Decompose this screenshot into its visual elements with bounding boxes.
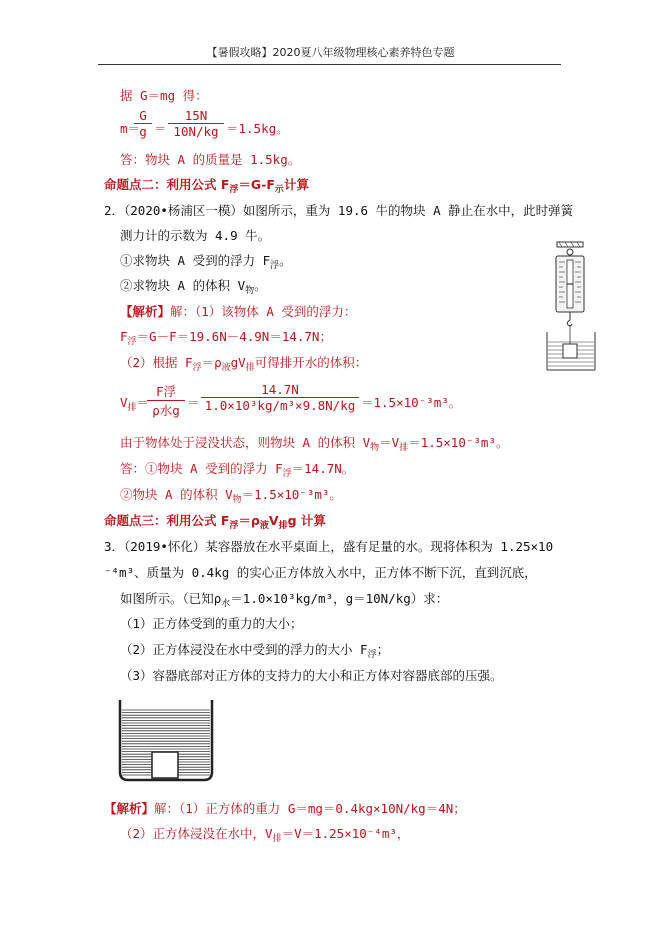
question-2-line-2: 测力计的示数为 4.9 牛。 xyxy=(120,228,271,243)
eq-text: gV xyxy=(230,355,246,370)
heading-subscript: 排 xyxy=(278,521,288,531)
eq-text: （2）正方体浸没在水中，V xyxy=(120,826,273,841)
section-heading-2 xyxy=(104,175,309,195)
item-text: ①求物块 A 受到的浮力 F xyxy=(120,253,271,268)
equals-sign: ＝ xyxy=(187,395,200,410)
heading-text: 计算 xyxy=(283,177,309,192)
container-figure xyxy=(118,700,214,782)
eq-subscript: 物 xyxy=(232,495,242,505)
question-3-line-1: 3．（2019•怀化）某容器放在水平桌面上，盛有足量的水。现将体积为 1.25×10 xyxy=(104,539,554,554)
analysis-line-1 xyxy=(120,302,356,320)
eq-text: ＝ρ xyxy=(201,355,222,370)
buoyancy-equation xyxy=(120,327,332,347)
heading-text: V xyxy=(268,513,279,528)
item-text: 。 xyxy=(279,253,292,268)
question-2-item-1 xyxy=(120,251,292,271)
question-2-line-1: 2．（2020•杨浦区一模）如图所示，重为 19.6 牛的物块 A 静止在水中，此时弹簧 xyxy=(104,203,574,218)
question-3-line-3 xyxy=(120,589,448,609)
heading-subscript: 示 xyxy=(274,185,284,195)
page-header: 【暑假攻略】2020夏八年级物理核心素养特色专题 xyxy=(206,46,455,59)
item-subscript: 浮 xyxy=(270,261,280,271)
analysis-line-q3-1 xyxy=(104,799,466,817)
item-subscript: 物 xyxy=(245,286,255,296)
eq-text: ②物块 A 的体积 V xyxy=(120,487,233,502)
item-text: ②求物块 A 的体积 V xyxy=(120,278,246,293)
eq-subscript: 物 xyxy=(370,443,380,453)
question-3-line-2: ⁻⁴m³、质量为 0.4kg 的实心正方体放入水中，正方体不断下沉，直到沉底， xyxy=(104,565,537,580)
answer-line-2 xyxy=(120,485,342,505)
solution-line: 据 G＝mg 得： xyxy=(120,88,208,103)
heading-text: 命题点二：利用公式 F xyxy=(104,177,230,192)
eq-text: ＝V＝1.25×10⁻⁴m³， xyxy=(281,826,410,841)
fraction-denominator: 1.0×10³kg/m³×9.8N/kg xyxy=(201,397,359,413)
heading-text: ＝G-F xyxy=(238,177,275,192)
eq-subscript: 排 xyxy=(399,443,409,453)
eq-text: ＝V xyxy=(379,435,400,450)
eq-text: ＝1.5×10⁻³m³。 xyxy=(241,487,342,502)
heading-subscript: 浮 xyxy=(229,185,239,195)
eq-text: 可得排开水的体积： xyxy=(254,355,368,370)
eq-text: ＝ xyxy=(136,395,150,410)
eq-subscript: 浮 xyxy=(127,337,137,347)
analysis-label: 【解析】 xyxy=(120,304,171,319)
analysis-label: 【解析】 xyxy=(104,801,155,816)
heading-subscript: 浮 xyxy=(229,521,239,531)
mass-equation-lhs: m＝ xyxy=(120,121,141,136)
equals-sign: ＝ xyxy=(154,121,167,136)
fraction-numerator: F浮 xyxy=(155,384,177,399)
fraction-numeric xyxy=(201,382,359,413)
section-heading-3 xyxy=(104,511,326,531)
item-text: 。 xyxy=(254,278,267,293)
eq-text: （2）根据 F xyxy=(120,355,193,370)
block-a xyxy=(563,344,577,358)
ceiling-mount xyxy=(557,242,583,247)
question-3-item-1: （1）正方体受到的重力的大小； xyxy=(120,616,303,631)
hook-ring xyxy=(567,249,573,255)
eq-subscript: 排 xyxy=(245,363,255,373)
eq-subscript: 排 xyxy=(272,834,282,844)
heading-subscript: 液 xyxy=(259,521,269,531)
question-2-item-2 xyxy=(120,276,267,296)
volume-result: ＝1.5×10⁻³m³。 xyxy=(361,395,462,410)
header-rule xyxy=(98,64,561,65)
q-subscript: 水 xyxy=(221,599,231,609)
fraction-15n-over-10nkg xyxy=(168,108,224,139)
fraction-denominator: g xyxy=(134,123,152,139)
analysis-text: 解：（1）该物体 A 受到的浮力： xyxy=(170,304,357,319)
q-text: ＝1.0×10³kg/m³，g＝10N/kg）求： xyxy=(230,591,449,606)
eq-text: ＝G－F＝19.6N－4.9N＝14.7N； xyxy=(136,329,332,344)
question-3-item-2 xyxy=(120,640,389,660)
analysis-line-q3-2 xyxy=(120,824,409,844)
volume-equation-lhs xyxy=(120,393,149,413)
heading-text: ＝ρ xyxy=(238,513,260,528)
eq-text: V xyxy=(120,395,128,410)
eq-text: 由于物体处于浸没状态，则物块 A 的体积 V xyxy=(120,435,371,450)
spring-scale-figure xyxy=(545,240,597,372)
answer-line-1 xyxy=(120,459,354,479)
eq-subscript: 浮 xyxy=(192,363,202,373)
eq-text: ＝1.5×10⁻³m³。 xyxy=(408,435,509,450)
fraction-numerator: 14.7N xyxy=(261,382,299,397)
fraction-denominator: ρ水g xyxy=(147,400,185,419)
analysis-text: 解：（1）正方体的重力 G＝mg＝0.4kg×10N/kg＝4N； xyxy=(154,801,466,816)
analysis-line-2 xyxy=(120,353,367,373)
heading-text: 命题点三：利用公式 F xyxy=(104,513,230,528)
question-3-item-3: （3）容器底部对正方体的支持力的大小和正方体对容器底部的压强。 xyxy=(120,668,503,683)
fraction-numerator: G xyxy=(139,108,147,123)
q-subscript: 浮 xyxy=(367,650,377,660)
fraction-numerator: 15N xyxy=(184,108,208,123)
fraction-denominator: 10N/kg xyxy=(168,123,224,139)
q-text: ； xyxy=(376,642,390,657)
q-text: （2）正方体浸没在水中受到的浮力的大小 F xyxy=(120,642,368,657)
eq-text: F xyxy=(120,329,128,344)
heading-text: g 计算 xyxy=(287,513,326,528)
answer-line: 答：物块 A 的质量是 1.5kg。 xyxy=(120,152,301,167)
q-text: 如图所示。（已知ρ xyxy=(120,591,222,606)
cube xyxy=(152,752,178,778)
eq-subscript: 液 xyxy=(221,363,231,373)
hook xyxy=(567,320,572,326)
eq-text: ＝14.7N。 xyxy=(291,461,355,476)
submerged-statement xyxy=(120,433,508,453)
eq-text: 答：①物块 A 受到的浮力 F xyxy=(120,461,283,476)
fraction-fbuoy-over-rho-g xyxy=(147,382,185,419)
eq-subscript: 浮 xyxy=(282,469,292,479)
eq-subscript: 排 xyxy=(127,403,137,413)
mass-result: ＝1.5kg。 xyxy=(226,121,289,136)
fraction-g-over-g xyxy=(134,108,152,139)
